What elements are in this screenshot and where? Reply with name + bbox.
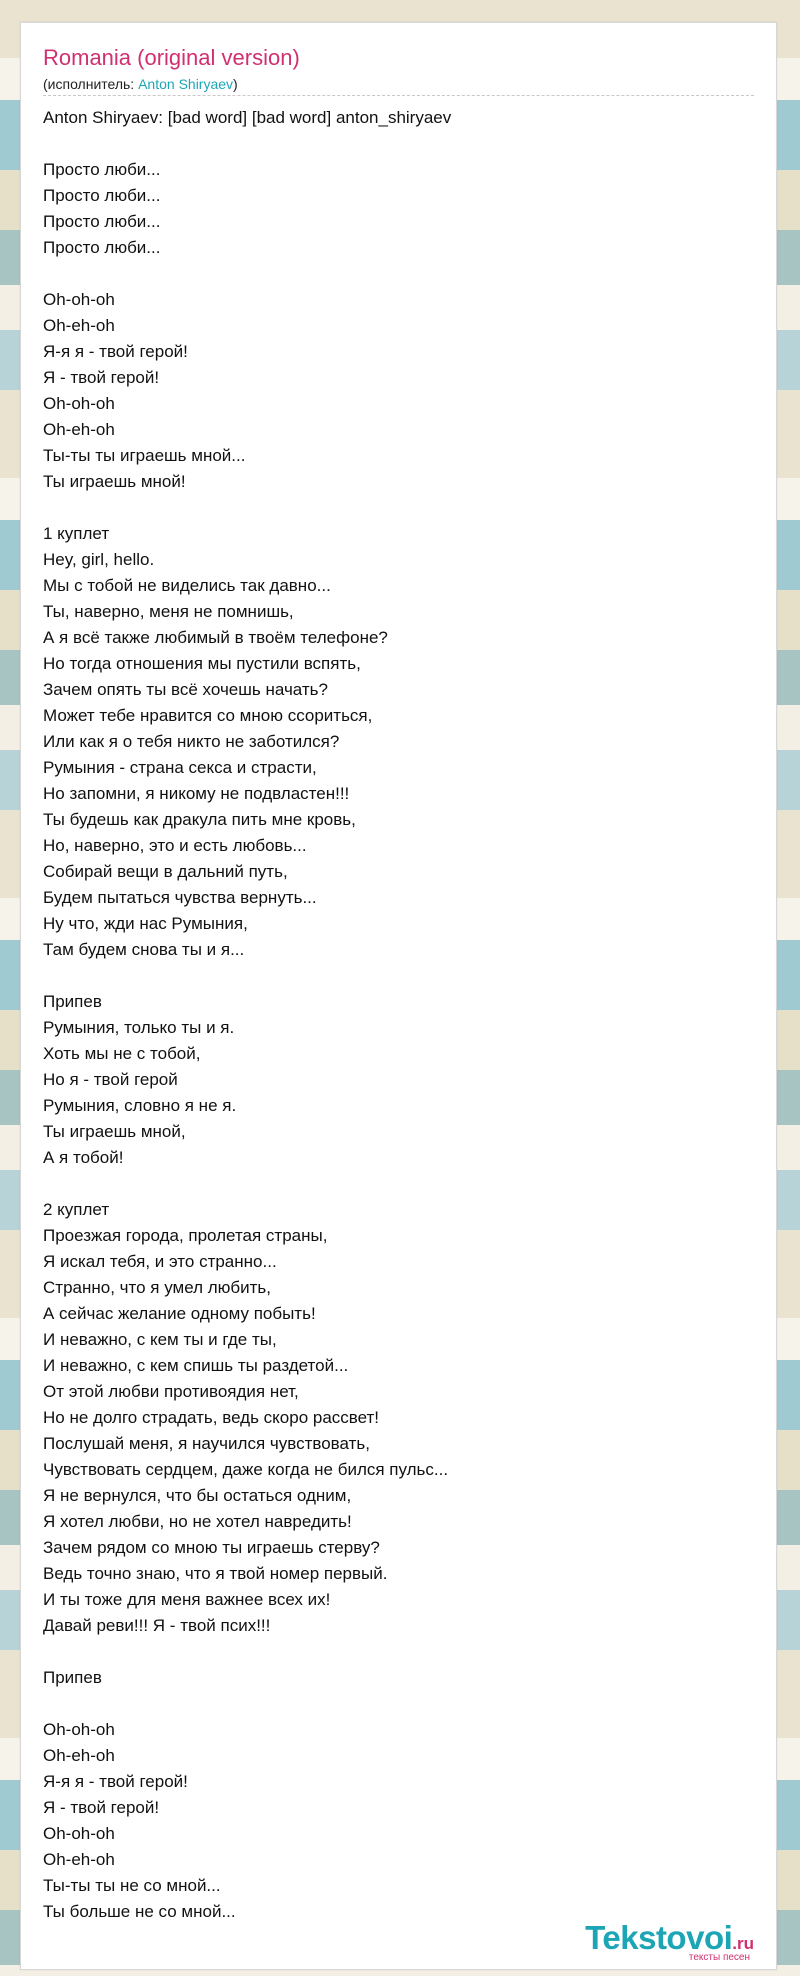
logo-tagline: тексты песен	[688, 1952, 750, 1963]
lyric-line: Я искал тебя, и это странно...	[43, 1252, 277, 1271]
lyric-line: Румыния, только ты и я.	[43, 1018, 235, 1037]
lyric-line: Будем пытаться чувства вернуть...	[43, 888, 317, 907]
lyric-line: Но тогда отношения мы пустили вспять,	[43, 654, 361, 673]
divider	[43, 95, 754, 96]
lyric-line: Я хотел любви, но не хотел навредить!	[43, 1512, 352, 1531]
lyric-line: Просто люби...	[43, 212, 161, 231]
blank-line	[43, 131, 743, 157]
lyric-line: Ты играешь мной,	[43, 1122, 186, 1141]
lyric-line: И ты тоже для меня важнее всех их!	[43, 1590, 331, 1609]
lyric-line: Но я - твой герой	[43, 1070, 178, 1089]
lyric-line: Странно, что я умел любить,	[43, 1278, 272, 1297]
lyric-line: Припев	[43, 992, 102, 1011]
logo-tld: .ru	[732, 1934, 754, 1953]
artist-line	[43, 75, 238, 93]
lyric-line: Oh-eh-oh	[43, 316, 115, 335]
lyric-line: Я-я я - твой герой!	[43, 342, 188, 361]
lyric-line: Ну что, жди нас Румыния,	[43, 914, 248, 933]
blank-line	[43, 495, 743, 521]
lyric-line: Мы с тобой не виделись так давно...	[43, 576, 331, 595]
lyric-line: Просто люби...	[43, 238, 161, 257]
blank-line	[43, 963, 743, 989]
lyric-line: Зачем опять ты всё хочешь начать?	[43, 680, 328, 699]
lyric-line: Припев	[43, 1668, 102, 1687]
artist-suffix: )	[233, 76, 238, 92]
lyric-line: Там будем снова ты и я...	[43, 940, 245, 959]
lyric-line: Ты больше не со мной...	[43, 1902, 236, 1921]
lyric-line: Но, наверно, это и есть любовь...	[43, 836, 307, 855]
lyric-line: 1 куплет	[43, 524, 110, 543]
lyric-line: Oh-eh-oh	[43, 1746, 115, 1765]
lyric-line: Хоть мы не с тобой,	[43, 1044, 201, 1063]
blank-line	[43, 1691, 743, 1717]
artist-prefix: (исполнитель:	[43, 76, 139, 92]
lyric-line: Oh-oh-oh	[43, 1824, 115, 1843]
lyric-line: А я тобой!	[43, 1148, 124, 1167]
lyric-line: Может тебе нравится со мною ссориться,	[43, 706, 373, 725]
lyric-line: А я всё также любимый в твоём телефоне?	[43, 628, 388, 647]
lyric-line: Oh-oh-oh	[43, 1720, 115, 1739]
lyric-line: Ты играешь мной!	[43, 472, 186, 491]
lyric-line: Я не вернулся, что бы остаться одним,	[43, 1486, 352, 1505]
lyric-line: Просто люби...	[43, 186, 161, 205]
lyrics-card	[20, 22, 777, 1970]
lyric-line: Давай реви!!! Я - твой псих!!!	[43, 1616, 271, 1635]
tekstovoi-logo[interactable]	[585, 1921, 754, 1963]
lyric-line: Oh-eh-oh	[43, 1850, 115, 1869]
blank-line	[43, 1171, 743, 1197]
lyric-line: Ведь точно знаю, что я твой номер первый.	[43, 1564, 388, 1583]
lyric-line: Я - твой герой!	[43, 1798, 160, 1817]
lyric-line: Румыния - страна секса и страсти,	[43, 758, 317, 777]
lyric-line: Ты-ты ты не со мной...	[43, 1876, 221, 1895]
lyric-line: Ты будешь как дракула пить мне кровь,	[43, 810, 356, 829]
lyric-line: Hey, girl, hello.	[43, 550, 155, 569]
lyric-line: Румыния, словно я не я.	[43, 1096, 237, 1115]
blank-line	[43, 261, 743, 287]
lyric-line: Чувствовать сердцем, даже когда не бился пульс...	[43, 1460, 449, 1479]
lyric-line: Anton Shiryaev: [bad word] [bad word] anton_shiryaev	[43, 108, 452, 127]
lyric-line: Зачем рядом со мною ты играешь стерву?	[43, 1538, 380, 1557]
lyric-line: Oh-oh-oh	[43, 394, 115, 413]
lyric-line: 2 куплет	[43, 1200, 110, 1219]
lyric-line: Oh-eh-oh	[43, 420, 115, 439]
lyric-line: Собирай вещи в дальний путь,	[43, 862, 288, 881]
lyrics-text	[43, 105, 743, 1925]
lyric-line: Проезжая города, пролетая страны,	[43, 1226, 328, 1245]
lyric-line: Ты-ты ты играешь мной...	[43, 446, 246, 465]
artist-link[interactable]: Anton Shiryaev	[138, 76, 234, 92]
lyric-line: И неважно, с кем ты и где ты,	[43, 1330, 277, 1349]
lyric-line: А сейчас желание одному побыть!	[43, 1304, 316, 1323]
lyric-line: Просто люби...	[43, 160, 161, 179]
lyric-line: И неважно, с кем спишь ты раздетой...	[43, 1356, 349, 1375]
lyric-line: Или как я о тебя никто не заботился?	[43, 732, 340, 751]
lyric-line: Я-я я - твой герой!	[43, 1772, 188, 1791]
logo-main-text: Tekstovoi	[585, 1919, 733, 1956]
lyric-line: Послушай меня, я научился чувствовать,	[43, 1434, 370, 1453]
lyric-line: Но не долго страдать, ведь скоро рассвет!	[43, 1408, 380, 1427]
blank-line	[43, 1639, 743, 1665]
lyric-line: Но запомни, я никому не подвластен!!!	[43, 784, 350, 803]
song-title: Romania (original version)	[43, 45, 300, 70]
lyric-line: Ты, наверно, меня не помнишь,	[43, 602, 294, 621]
lyric-line: Я - твой герой!	[43, 368, 160, 387]
lyric-line: От этой любви противоядия нет,	[43, 1382, 299, 1401]
lyric-line: Oh-oh-oh	[43, 290, 115, 309]
